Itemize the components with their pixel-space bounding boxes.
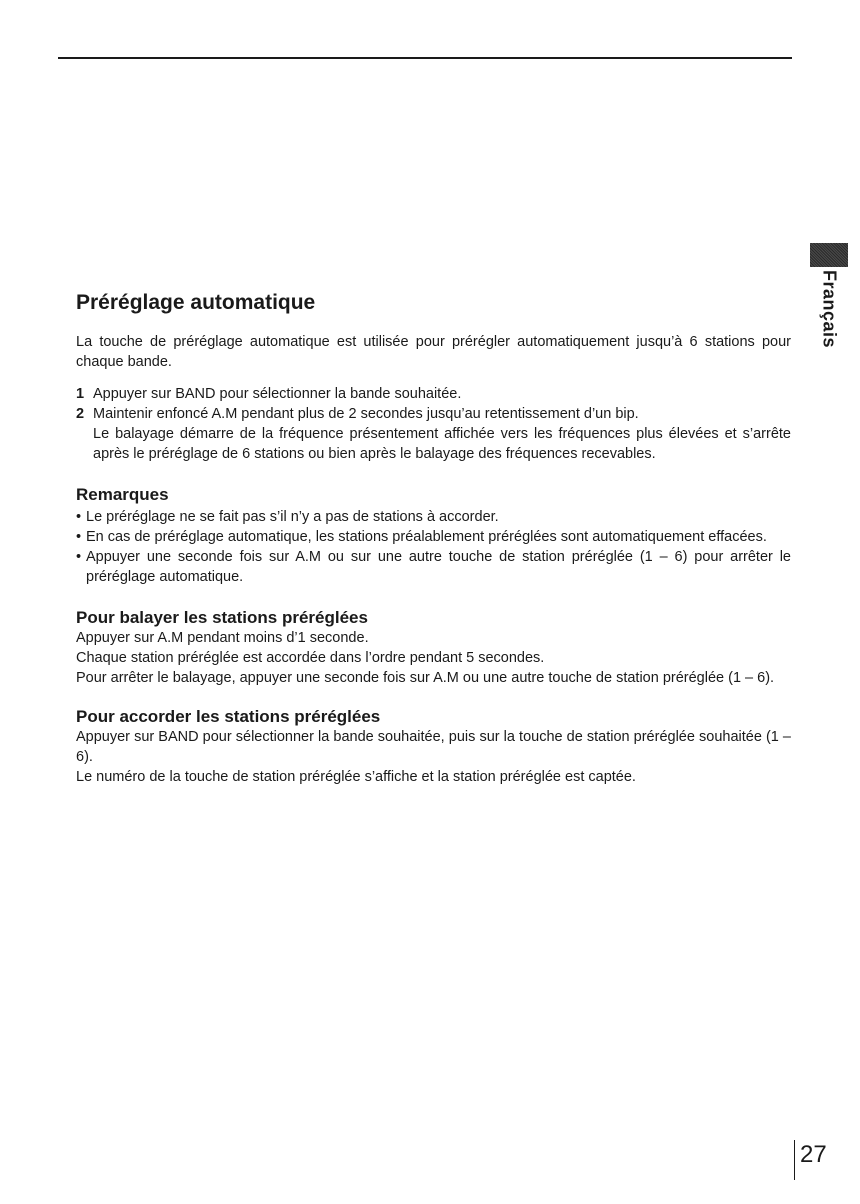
steps-list — [76, 384, 791, 464]
remarks-list — [76, 507, 791, 587]
step-text: Maintenir enfoncé A.M pendant plus de 2 secondes jusqu’au retentissement d’un bip. — [93, 406, 639, 422]
page-title: Préréglage automatique — [76, 291, 316, 314]
scan-heading: Pour balayer les stations préréglées — [76, 608, 368, 627]
remark-item — [76, 527, 791, 547]
remark-item — [76, 547, 791, 587]
step-item — [76, 384, 791, 404]
language-tab-label: Français — [819, 270, 840, 349]
step-item — [76, 404, 791, 464]
page-number: 27 — [800, 1141, 827, 1168]
bullet: • — [76, 529, 82, 545]
remark-text: Appuyer une seconde fois sur A.M ou sur une autre touche de station préréglée (1 – 6) pour arrêter le préréglage automatique. — [86, 549, 791, 585]
bullet: • — [76, 549, 82, 565]
page-number-rule — [794, 1140, 795, 1180]
tune-section — [76, 706, 791, 787]
tune-line: Le numéro de la touche de station préréglée s’affiche et la station préréglée est captée. — [76, 769, 636, 785]
tune-heading: Pour accorder les stations préréglées — [76, 707, 381, 726]
remark-item — [76, 507, 791, 527]
language-tab-marker — [810, 243, 848, 267]
top-rule — [58, 57, 792, 59]
step-text: Appuyer sur BAND pour sélectionner la bande souhaitée. — [93, 386, 462, 402]
step-number: 1 — [76, 386, 85, 402]
bullet: • — [76, 509, 82, 525]
scan-section — [76, 607, 791, 688]
scan-line: Appuyer sur A.M pendant moins d’1 seconde. — [76, 630, 369, 646]
intro-paragraph: La touche de préréglage automatique est utilisée pour prérégler automatiquement jusqu’à 6 stations pour chaque bande. — [76, 334, 791, 370]
remark-text: Le préréglage ne se fait pas s’il n’y a pas de stations à accorder. — [86, 509, 499, 525]
remarks-heading: Remarques — [76, 485, 169, 504]
main-content — [76, 290, 791, 805]
scan-line: Chaque station préréglée est accordée dans l’ordre pendant 5 secondes. — [76, 650, 545, 666]
scan-line: Pour arrêter le balayage, appuyer une seconde fois sur A.M ou une autre touche de station préréglée (1 – 6). — [76, 670, 775, 686]
step-number: 2 — [76, 406, 85, 422]
remark-text: En cas de préréglage automatique, les stations préalablement préréglées sont automatiquement effacées. — [86, 529, 767, 545]
step-continuation: Le balayage démarre de la fréquence présentement affichée vers les fréquences plus élevées et s’arrête après le préréglage de 6 stations ou bien après le balayage des fréquences recevables. — [93, 426, 791, 462]
tune-line: Appuyer sur BAND pour sélectionner la bande souhaitée, puis sur la touche de station préréglée souhaitée (1 – 6). — [76, 729, 791, 765]
